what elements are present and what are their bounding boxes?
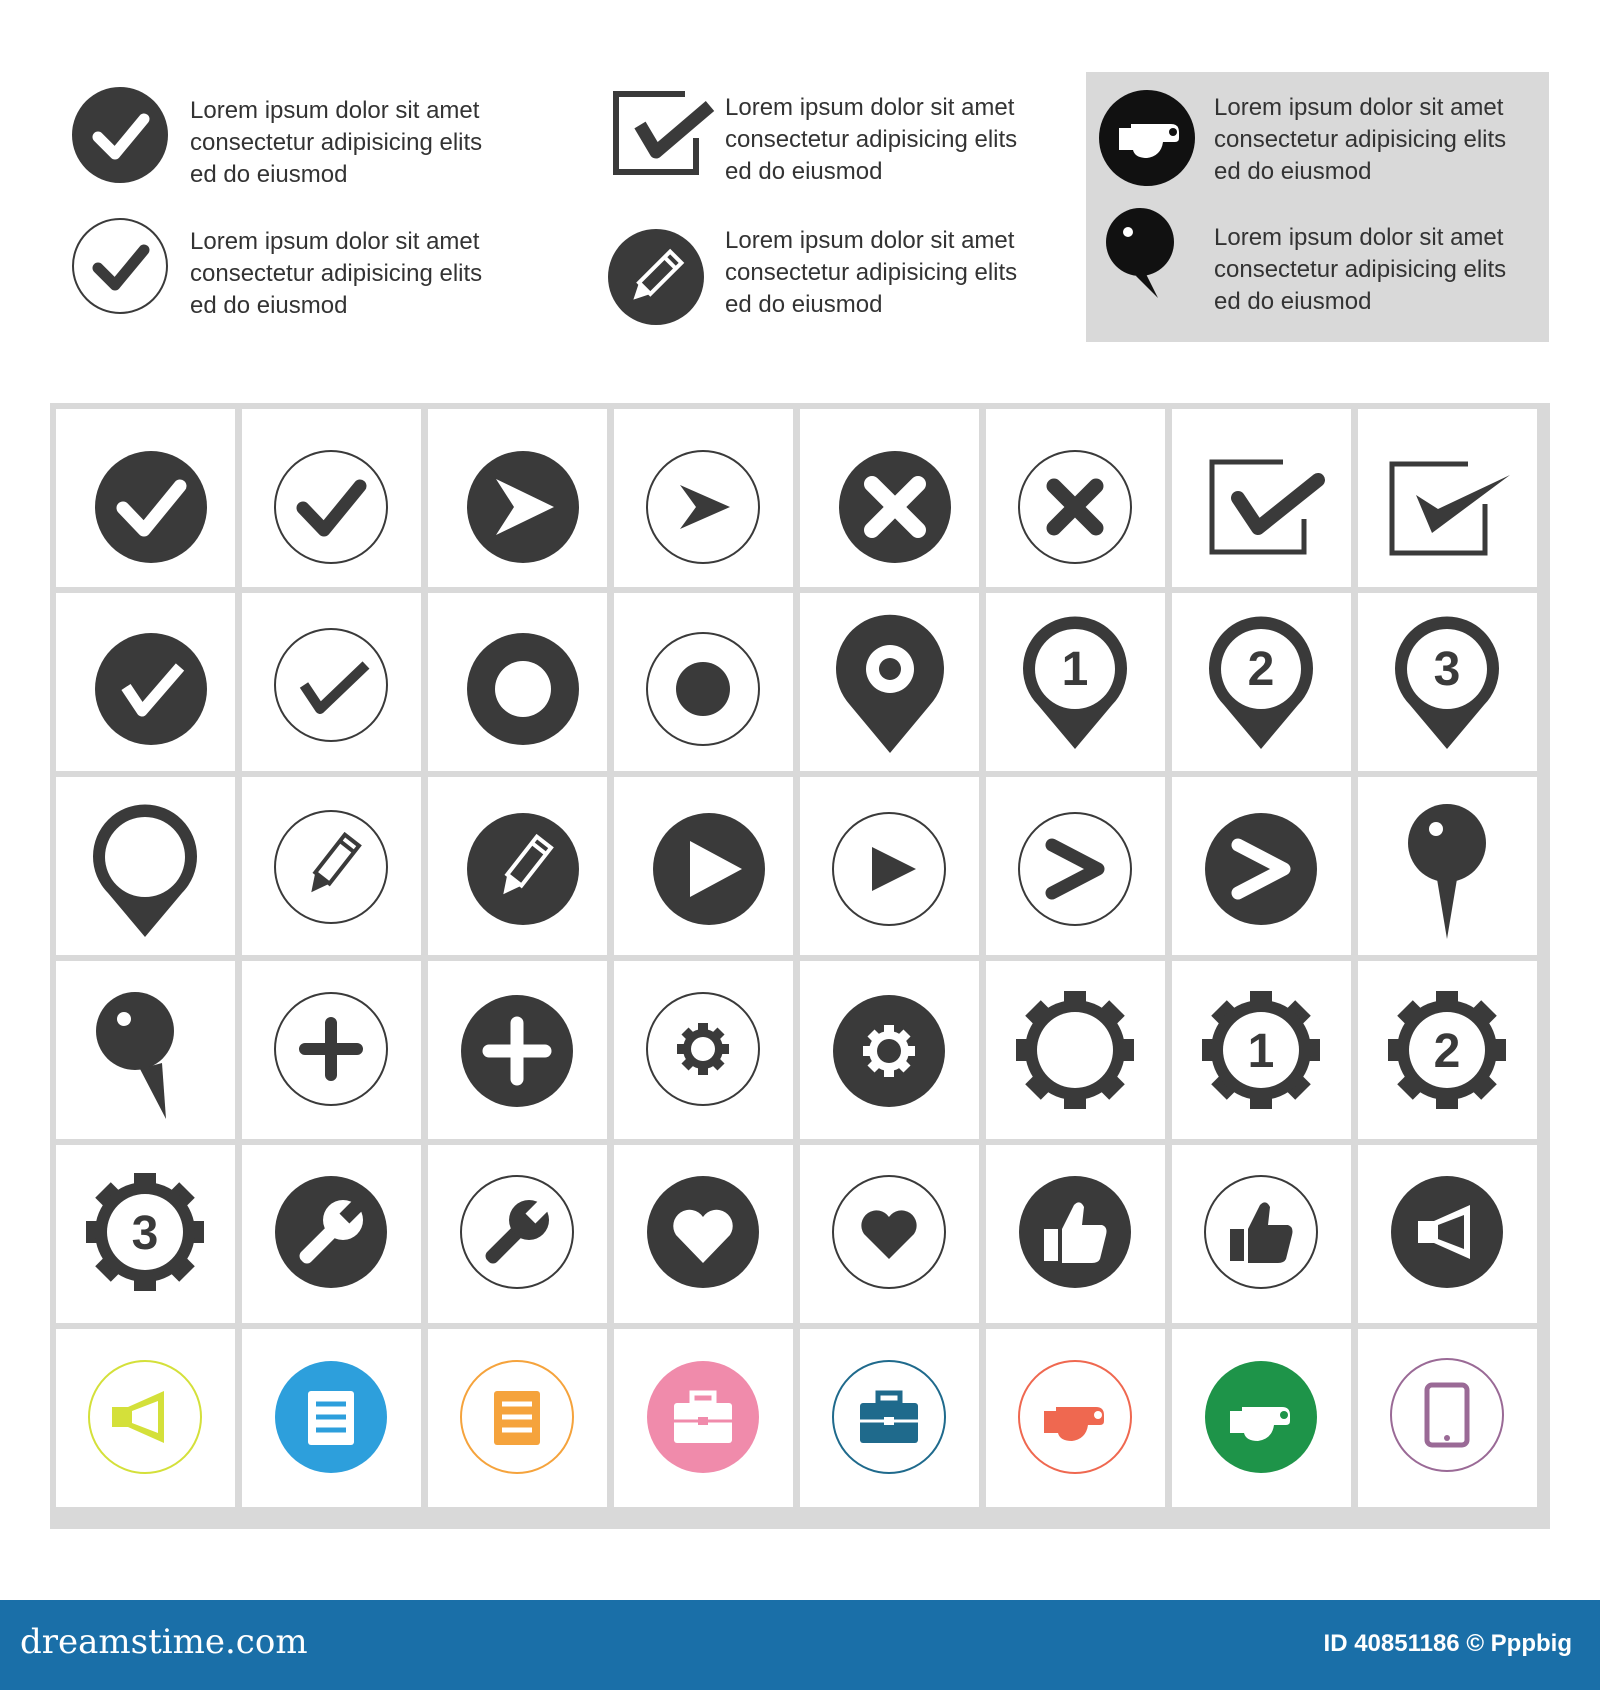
arrow-right-filled-icon	[428, 409, 607, 587]
feature-text: Lorem ipsum dolor sit amet consectetur adipisicing elits ed do eiusmod	[190, 228, 483, 319]
feature-text: Lorem ipsum dolor sit amet consectetur adipisicing elits ed do eiusmod	[1214, 224, 1507, 315]
grid-cell[interactable]	[1358, 1145, 1537, 1323]
thumbs-up-filled-icon	[986, 1145, 1165, 1323]
check-thin-outline-icon	[242, 593, 421, 771]
grid-cell[interactable]	[428, 961, 607, 1139]
push-pin-icon	[1100, 208, 1210, 318]
grid-cell[interactable]	[986, 593, 1165, 771]
gear-number: 1	[1247, 1025, 1275, 1078]
check-thin-filled-icon	[56, 593, 235, 771]
grid-cell[interactable]	[1358, 961, 1537, 1139]
document-outline-icon	[428, 1329, 607, 1507]
gear-2-icon	[1358, 961, 1537, 1139]
pencil-filled-icon	[428, 777, 607, 955]
map-pin-2-icon	[1172, 593, 1351, 771]
grid-cell[interactable]	[986, 1145, 1165, 1323]
arrow-right-outline-icon	[614, 409, 793, 587]
feature-text: Lorem ipsum dolor sit amet consectetur adipisicing elits ed do eiusmod	[725, 94, 1018, 185]
grid-cell[interactable]	[986, 1329, 1165, 1507]
checkbox-check-icon	[1172, 409, 1351, 587]
grid-cell[interactable]	[1172, 961, 1351, 1139]
grid-cell[interactable]	[428, 593, 607, 771]
checkbox-check-bold-icon	[1358, 409, 1537, 587]
radio-dot-icon	[614, 593, 793, 771]
grid-cell[interactable]	[986, 409, 1165, 587]
pin-number: 1	[1061, 643, 1089, 696]
grid-cell[interactable]	[1358, 409, 1537, 587]
grid-cell[interactable]	[614, 409, 793, 587]
grid-cell[interactable]	[428, 1329, 607, 1507]
pin-number: 3	[1433, 643, 1461, 696]
grid-cell[interactable]	[242, 1329, 421, 1507]
grid-cell[interactable]	[56, 961, 235, 1139]
grid-cell[interactable]	[428, 777, 607, 955]
grid-cell[interactable]	[1172, 1145, 1351, 1323]
briefcase-filled-icon	[614, 1329, 793, 1507]
grid-cell[interactable]	[428, 409, 607, 587]
gear-number: 2	[1433, 1025, 1461, 1078]
grid-cell[interactable]	[1172, 1329, 1351, 1507]
heart-outline-icon	[800, 1145, 979, 1323]
briefcase-outline-icon	[800, 1329, 979, 1507]
grid-cell[interactable]	[56, 593, 235, 771]
grid-cell[interactable]	[800, 1329, 979, 1507]
checkbox-check-icon	[610, 80, 720, 190]
gear-number: 3	[131, 1207, 159, 1260]
pin-number: 2	[1247, 643, 1275, 696]
chevron-right-outline-icon	[986, 777, 1165, 955]
whistle-circle-icon	[1097, 88, 1207, 198]
plus-outline-icon	[242, 961, 421, 1139]
document-filled-icon	[242, 1329, 421, 1507]
footer-site-name[interactable]: dreamstime.com	[20, 1622, 308, 1662]
gear-outline-icon	[614, 961, 793, 1139]
close-filled-icon	[800, 409, 979, 587]
grid-cell[interactable]	[614, 1145, 793, 1323]
feature-text: Lorem ipsum dolor sit amet consectetur adipisicing elits ed do eiusmod	[190, 97, 483, 188]
wrench-outline-icon	[428, 1145, 607, 1323]
grid-cell[interactable]	[1172, 409, 1351, 587]
ring-icon	[428, 593, 607, 771]
grid-cell[interactable]	[800, 961, 979, 1139]
grid-cell[interactable]	[1358, 1329, 1537, 1507]
heart-filled-icon	[614, 1145, 793, 1323]
pencil-circle-icon	[608, 229, 718, 339]
check-circle-outline-icon	[70, 216, 180, 326]
grid-cell[interactable]	[986, 777, 1165, 955]
gear-filled-icon	[800, 961, 979, 1139]
feature-text: Lorem ipsum dolor sit amet consectetur adipisicing elits ed do eiusmod	[1214, 94, 1507, 185]
grid-cell[interactable]	[800, 593, 979, 771]
map-pin-dot-icon	[800, 593, 979, 771]
grid-cell[interactable]	[56, 1145, 235, 1323]
footer-bar	[0, 1600, 1600, 1690]
grid-cell[interactable]	[614, 1329, 793, 1507]
grid-cell[interactable]	[242, 409, 421, 587]
icon-grid	[50, 403, 1550, 1529]
grid-cell[interactable]	[242, 1145, 421, 1323]
push-pin-tilted-icon	[56, 961, 235, 1139]
grid-cell[interactable]	[56, 409, 235, 587]
gear-icon	[986, 961, 1165, 1139]
grid-cell[interactable]	[56, 1329, 235, 1507]
grid-cell[interactable]	[800, 777, 979, 955]
grid-cell[interactable]	[1358, 593, 1537, 771]
play-outline-icon	[800, 777, 979, 955]
map-pin-3-icon	[1358, 593, 1537, 771]
megaphone-filled-icon	[1358, 1145, 1537, 1323]
pencil-outline-icon	[242, 777, 421, 955]
check-filled-icon	[56, 409, 235, 587]
grid-cell[interactable]	[614, 961, 793, 1139]
map-pin-empty-icon	[56, 777, 235, 955]
check-outline-icon	[242, 409, 421, 587]
push-pin-icon	[1358, 777, 1537, 955]
megaphone-outline-icon	[56, 1329, 235, 1507]
map-pin-1-icon	[986, 593, 1165, 771]
grid-cell[interactable]	[614, 593, 793, 771]
tablet-outline-icon	[1358, 1329, 1537, 1507]
grid-cell[interactable]	[1172, 777, 1351, 955]
grid-cell[interactable]	[242, 777, 421, 955]
grid-cell[interactable]	[56, 777, 235, 955]
gear-3-icon	[56, 1145, 235, 1323]
play-filled-icon	[614, 777, 793, 955]
footer-image-id: ID 40851186 © Pppbig	[1323, 1630, 1572, 1657]
thumbs-up-outline-icon	[1172, 1145, 1351, 1323]
feature-text: Lorem ipsum dolor sit amet consectetur adipisicing elits ed do eiusmod	[725, 227, 1018, 318]
grid-cell[interactable]	[1172, 593, 1351, 771]
grid-cell[interactable]	[800, 1145, 979, 1323]
grid-cell[interactable]	[986, 961, 1165, 1139]
check-circle-filled-icon	[70, 85, 180, 195]
grid-cell[interactable]	[242, 961, 421, 1139]
grid-cell[interactable]	[800, 409, 979, 587]
gear-1-icon	[1172, 961, 1351, 1139]
wrench-filled-icon	[242, 1145, 421, 1323]
close-outline-icon	[986, 409, 1165, 587]
whistle-outline-icon	[986, 1329, 1165, 1507]
grid-cell[interactable]	[242, 593, 421, 771]
grid-cell[interactable]	[614, 777, 793, 955]
chevron-right-filled-icon	[1172, 777, 1351, 955]
plus-filled-icon	[428, 961, 607, 1139]
whistle-filled-icon	[1172, 1329, 1351, 1507]
grid-cell[interactable]	[1358, 777, 1537, 955]
grid-cell[interactable]	[428, 1145, 607, 1323]
